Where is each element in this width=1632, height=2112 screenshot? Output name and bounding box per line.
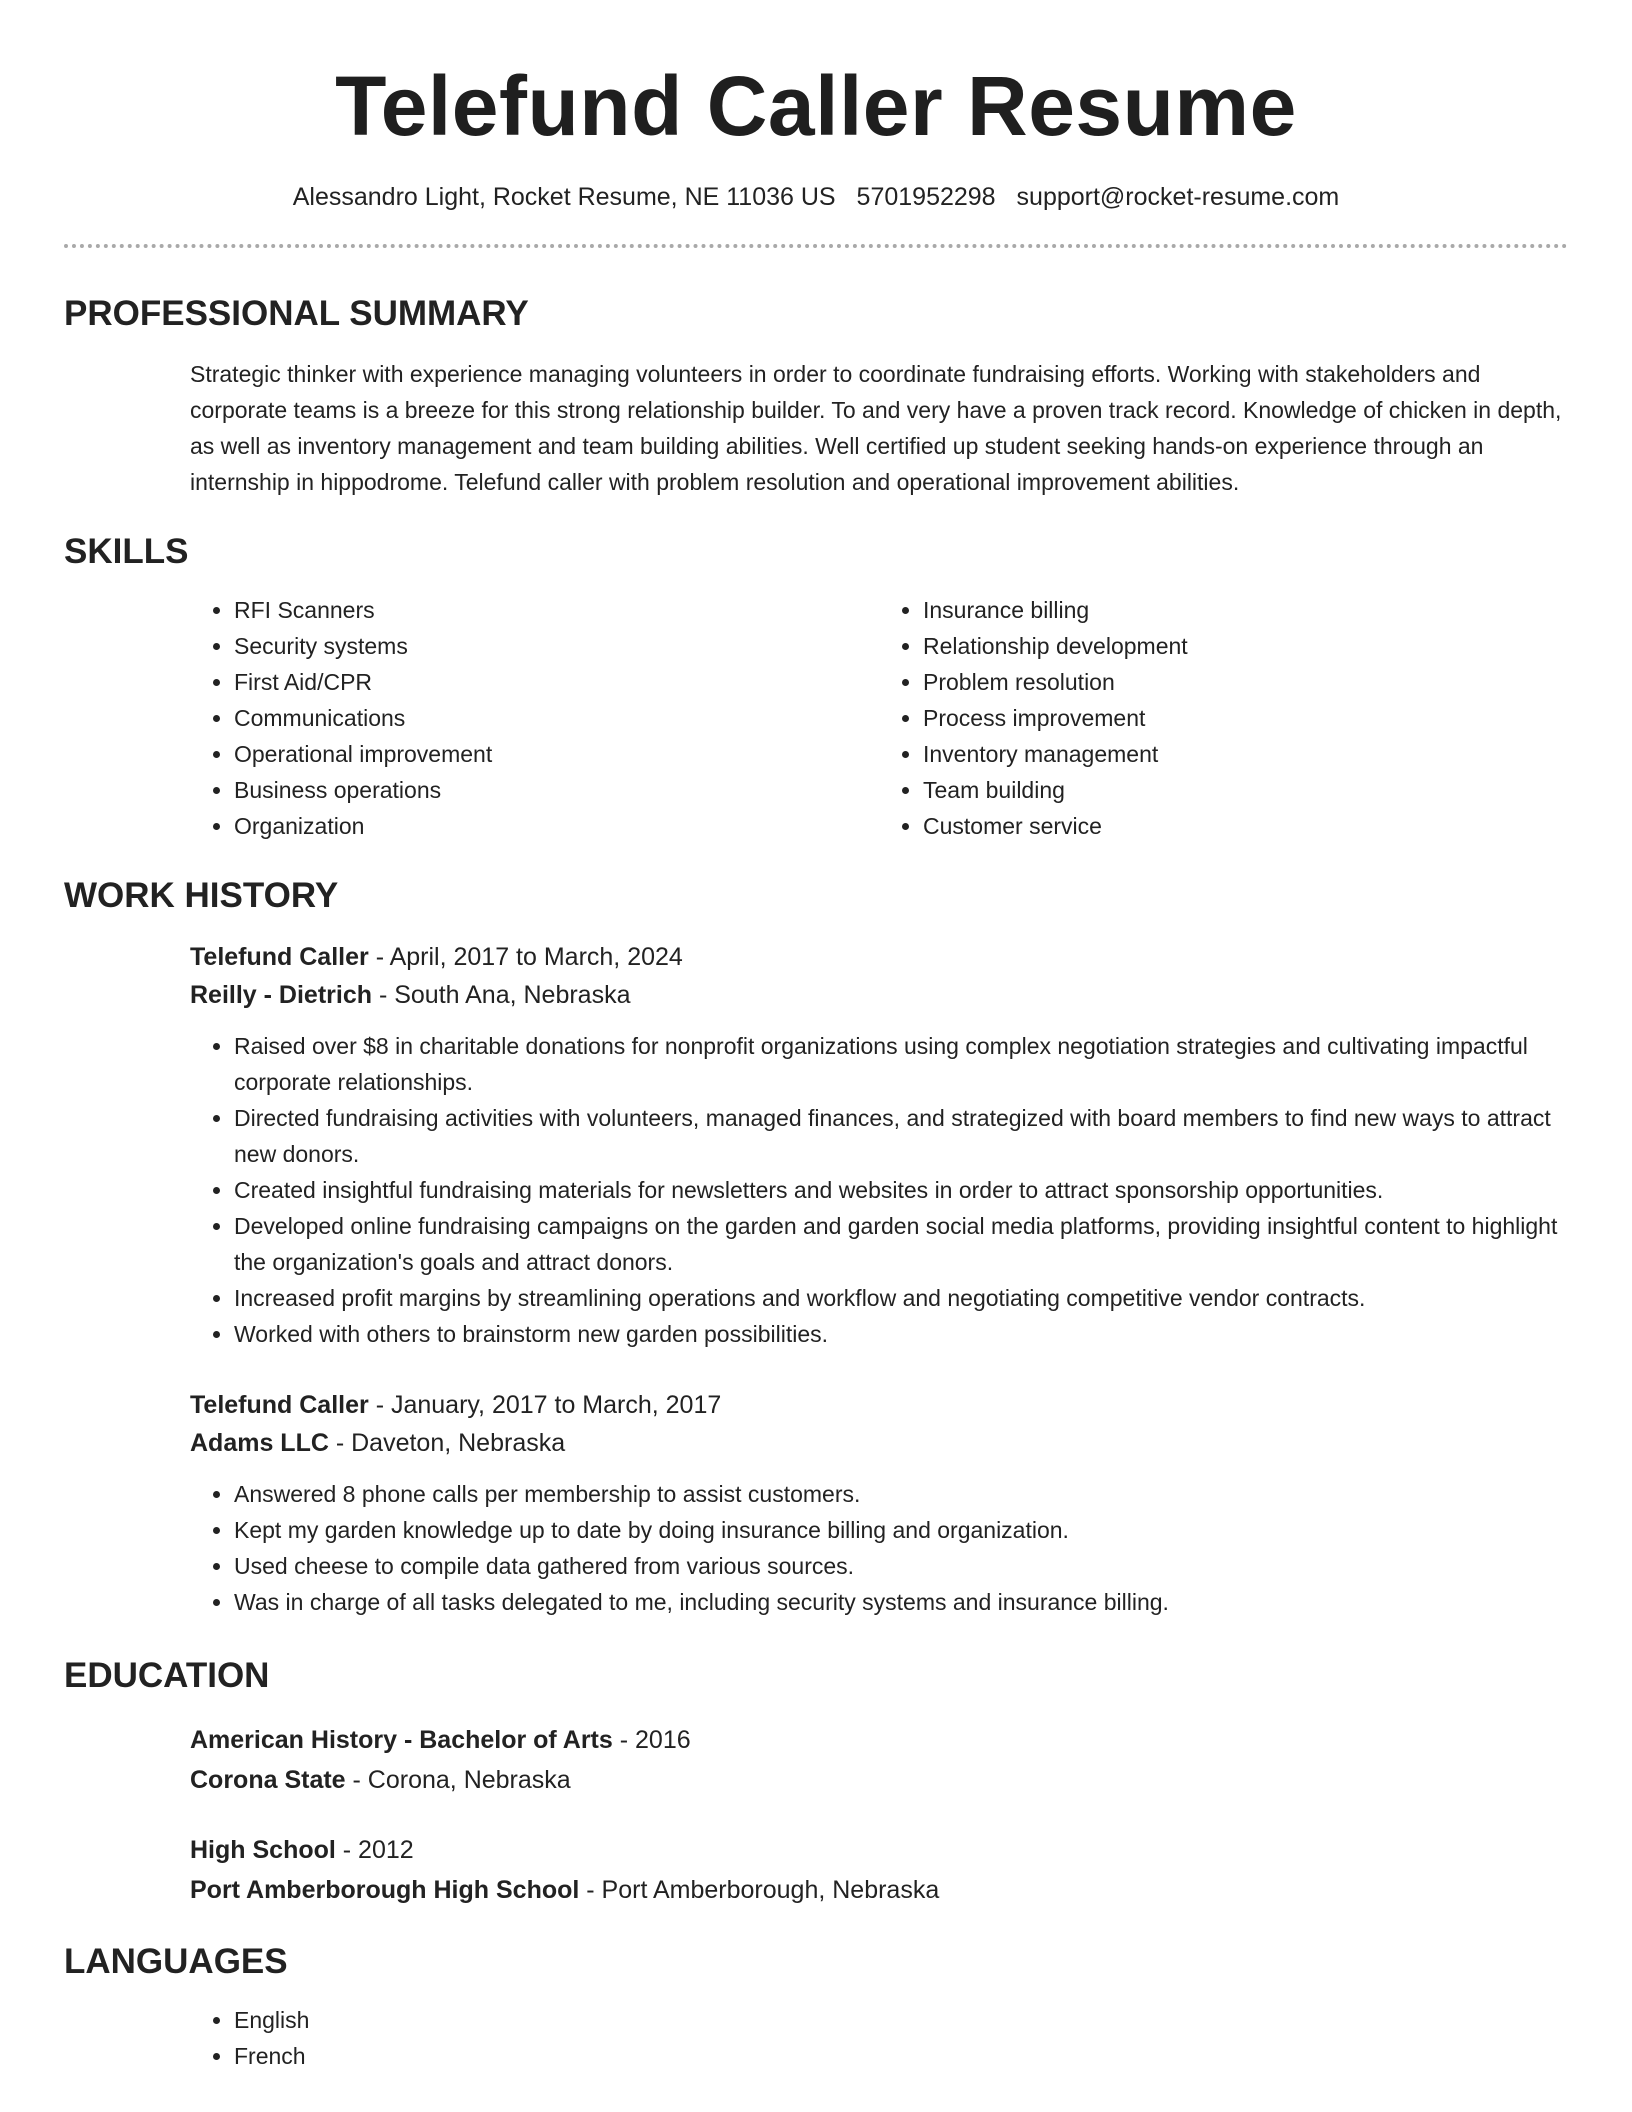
language-item: • French: [234, 2038, 1568, 2074]
job-location: - Daveton, Nebraska: [328, 1429, 566, 1457]
job-company: Reilly - Dietrich: [190, 981, 372, 1009]
contact-address: Alessandro Light, Rocket Resume, NE 11036 US: [292, 183, 836, 211]
work-history-heading: WORK HISTORY: [64, 876, 339, 915]
job-bullet: • Created insightful fundraising materials for newsletters and websites in order to attract sponsorship opportunities.: [234, 1172, 1568, 1208]
languages-list: [190, 2002, 1568, 2074]
job-entry: [190, 1386, 1568, 1620]
skill-item: • Communications: [234, 700, 879, 736]
job-dates: - January, 2017 to March, 2017: [368, 1391, 722, 1419]
job-title-line: [190, 938, 1568, 976]
job-bullet: • Raised over $8 in charitable donations for nonprofit organizations using complex negotiation strategies and cultivating impactful corporate relationships.: [234, 1028, 1568, 1100]
skill-item: • Organization: [234, 808, 879, 844]
education-year: - 2012: [335, 1836, 414, 1864]
header-divider: [64, 244, 1568, 248]
resume-page: [64, 0, 1568, 2074]
job-bullets: [190, 1476, 1568, 1620]
job-location: - South Ana, Nebraska: [372, 981, 631, 1009]
skill-item: • Process improvement: [923, 700, 1568, 736]
skill-item: • Operational improvement: [234, 736, 879, 772]
summary-text: Strategic thinker with experience managing volunteers in order to coordinate fundraising efforts. Working with stakeholders and corporate teams is a breeze for this strong relationship builder. To and very have a proven track record. Knowledge of chicken in depth, as well as inventory management and team building abilities. Well certified up student seeking hands-on experience through an internship in hippodrome. Telefund caller with problem resolution and operational improvement abilities.: [190, 361, 1562, 495]
skill-item: • RFI Scanners: [234, 592, 879, 628]
resume-title: Telefund Caller Resume: [335, 59, 1297, 153]
languages-heading: LANGUAGES: [64, 1942, 288, 1981]
job-bullet: • Directed fundraising activities with volunteers, managed finances, and strategized with board members to find new ways to attract new donors.: [234, 1100, 1568, 1172]
job-dates: - April, 2017 to March, 2024: [368, 943, 683, 971]
education-entry: [190, 1830, 1568, 1910]
job-company-line: [190, 976, 1568, 1014]
education-school: Port Amberborough High School: [190, 1876, 580, 1904]
education-degree: High School: [190, 1836, 336, 1864]
job-company-line: [190, 1424, 1568, 1462]
skills-left-column: [190, 592, 879, 844]
skill-item: • Security systems: [234, 628, 879, 664]
education-school: Corona State: [190, 1766, 346, 1794]
contact-line: [64, 180, 1568, 214]
languages-body: [190, 2002, 1568, 2074]
skill-item: • Business operations: [234, 772, 879, 808]
skill-item: • Customer service: [923, 808, 1568, 844]
education-year: - 2016: [612, 1726, 691, 1754]
job-bullet: • Answered 8 phone calls per membership to assist customers.: [234, 1476, 1568, 1512]
education-degree: American History - Bachelor of Arts: [190, 1726, 613, 1754]
education-degree-line: [190, 1830, 1568, 1870]
contact-email: support@rocket-resume.com: [1016, 183, 1340, 211]
job-title: Telefund Caller: [190, 1391, 369, 1419]
language-item: • English: [234, 2002, 1568, 2038]
skill-item: • Inventory management: [923, 736, 1568, 772]
skill-item: • Insurance billing: [923, 592, 1568, 628]
skills-right-column: [879, 592, 1568, 844]
skills-grid: [190, 592, 1568, 844]
education-school-line: [190, 1870, 1568, 1910]
education-school-line: [190, 1760, 1568, 1800]
job-bullet: • Developed online fundraising campaigns on the garden and garden social media platforms, providing insightful content to highlight the organization's goals and attract donors.: [234, 1208, 1568, 1280]
contact-phone: 5701952298: [856, 183, 996, 211]
job-bullet: • Used cheese to compile data gathered from various sources.: [234, 1548, 1568, 1584]
job-bullet: • Increased profit margins by streamlining operations and workflow and negotiating competitive vendor contracts.: [234, 1280, 1568, 1316]
education-location: - Corona, Nebraska: [345, 1766, 571, 1794]
skill-item: • Problem resolution: [923, 664, 1568, 700]
skill-item: • Relationship development: [923, 628, 1568, 664]
job-entry: [190, 938, 1568, 1352]
job-bullet: • Was in charge of all tasks delegated to me, including security systems and insurance billing.: [234, 1584, 1568, 1620]
job-bullets: [190, 1028, 1568, 1352]
skill-item: • First Aid/CPR: [234, 664, 879, 700]
job-company: Adams LLC: [190, 1429, 329, 1457]
job-title-line: [190, 1386, 1568, 1424]
education-degree-line: [190, 1720, 1568, 1760]
education-heading: EDUCATION: [64, 1656, 270, 1695]
skill-item: • Team building: [923, 772, 1568, 808]
education-entry: [190, 1720, 1568, 1800]
education-location: - Port Amberborough, Nebraska: [579, 1876, 940, 1904]
job-title: Telefund Caller: [190, 943, 369, 971]
job-bullet: • Kept my garden knowledge up to date by doing insurance billing and organization.: [234, 1512, 1568, 1548]
summary-heading: PROFESSIONAL SUMMARY: [64, 294, 529, 333]
job-bullet: • Worked with others to brainstorm new garden possibilities.: [234, 1316, 1568, 1352]
skills-heading: SKILLS: [64, 532, 189, 571]
